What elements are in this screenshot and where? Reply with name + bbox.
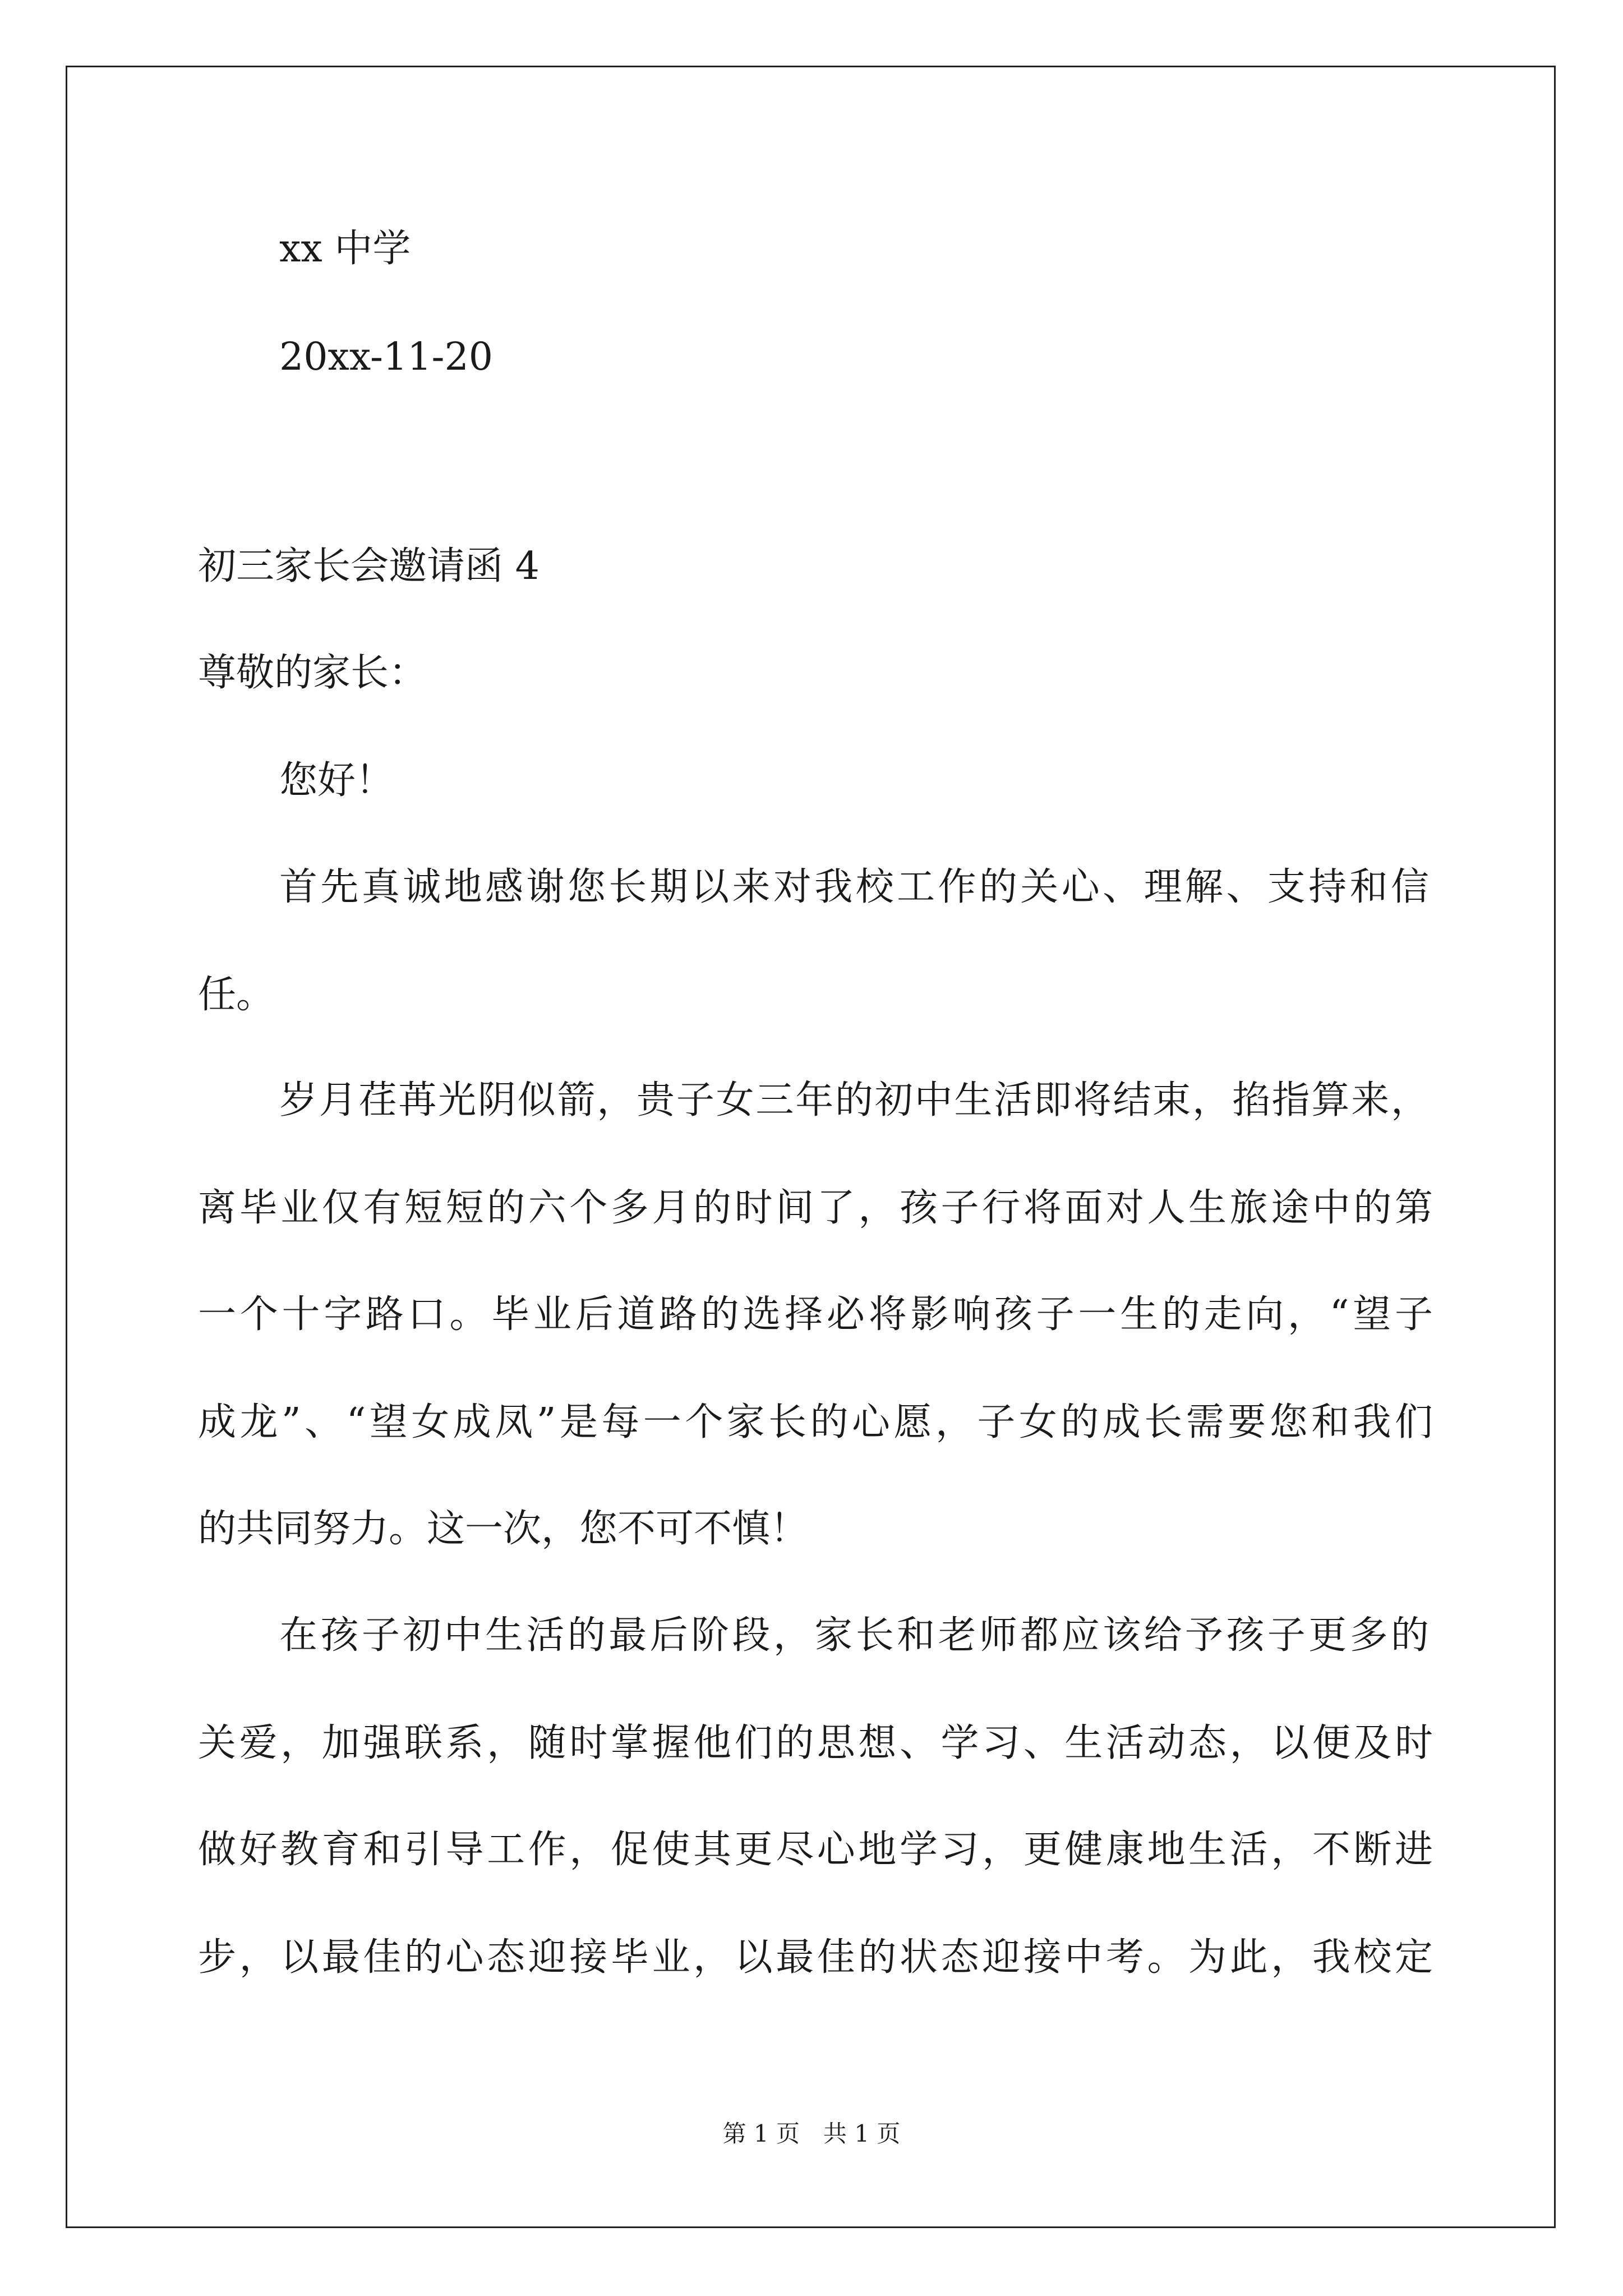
paragraph-line: 步，以最佳的心态迎接毕业，以最佳的状态迎接中考。为此，我校定 [198,1935,1433,1980]
signature-date: 20xx-11-20 [279,335,494,379]
paragraph-line: 离毕业仅有短短的六个多月的时间了，孩子行将面对人生旅途中的第 [198,1186,1433,1230]
document-title: 初三家长会邀请函 4 [198,544,540,588]
paragraph-line: 关爱，加强联系，随时掌握他们的思想、学习、生活动态，以便及时 [198,1721,1433,1765]
page-footer: 第 1 页 共 1 页 [722,2120,901,2147]
paragraph-line: 在孩子初中生活的最后阶段，家长和老师都应该给予孩子更多的 [279,1613,1429,1658]
paragraph-line: 岁月荏苒光阴似箭，贵子女三年的初中生活即将结束，掐指算来， [279,1078,1429,1122]
paragraph-line: 任。 [198,973,275,1017]
greeting: 您好！ [279,758,394,803]
paragraph-line: 一个十字路口。毕业后道路的选择必将影响孩子一生的走向，“望子 [198,1292,1433,1337]
paragraph-line: 成龙”、“望女成凤”是每一个家长的心愿，子女的成长需要您和我们 [198,1400,1433,1444]
signature-school: xx 中学 [279,227,411,271]
paragraph-line: 的共同努力。这一次，您不可不慎！ [198,1507,809,1551]
paragraph-line: 做好教育和引导工作，促使其更尽心地学习，更健康地生活，不断进 [198,1828,1433,1872]
paragraph-line: 首先真诚地感谢您长期以来对我校工作的关心、理解、支持和信 [279,865,1429,909]
salutation: 尊敬的家长： [198,651,427,695]
page-border [66,66,1556,2228]
